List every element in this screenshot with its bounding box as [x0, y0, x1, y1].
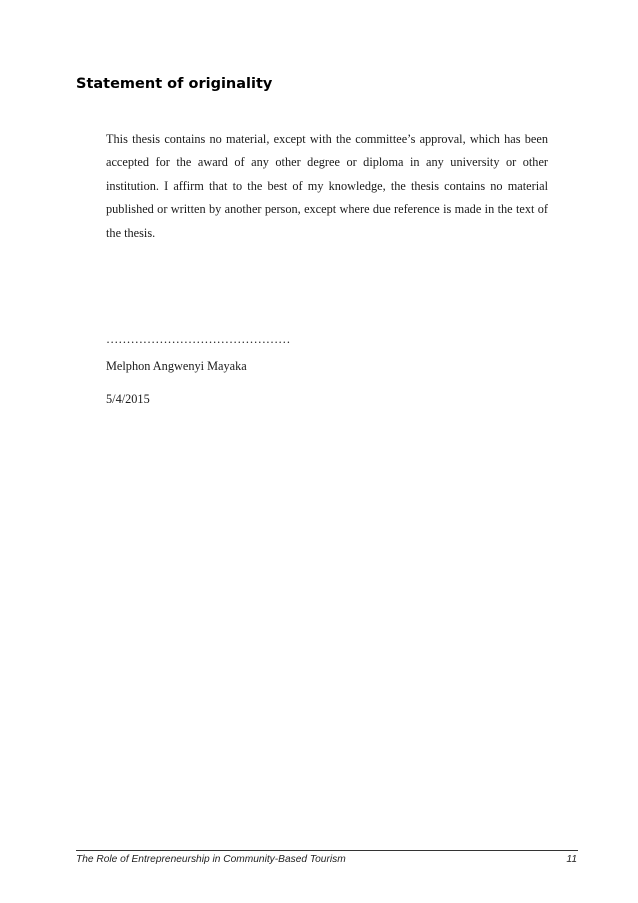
signature-line: ………………………………………: [106, 332, 291, 346]
footer-document-title: The Role of Entrepreneurship in Community-Based Tourism: [76, 854, 346, 865]
originality-statement: This thesis contains no material, except with the committee’s approval, which has been accepted for the award of any other degree or diploma in any university or other institution. I affirm that to the best of my knowledge, the thesis contains no material published or written by another person, except where due reference is made in the text of the thesis.: [106, 132, 548, 240]
signature-date: 5/4/2015: [106, 392, 150, 406]
author-name: Melphon Angwenyi Mayaka: [106, 359, 247, 373]
footer-divider: [76, 850, 578, 851]
section-heading: Statement of originality: [76, 76, 273, 92]
footer-page-number: 11: [566, 854, 577, 865]
